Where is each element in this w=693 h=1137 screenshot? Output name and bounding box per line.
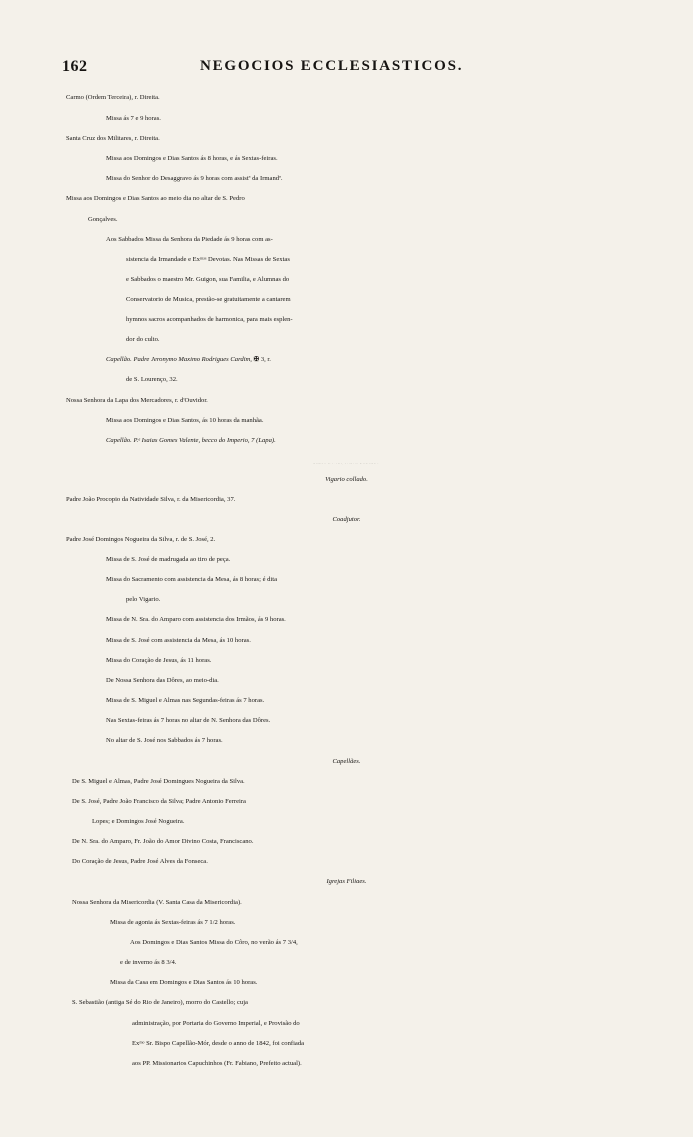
mass-time-line: Missa aos Domingos e Dias Santos ás 8 horas, e ás Sextas-feiras. [106,155,278,162]
chaplain-line [0,350,693,370]
section-subheading: Vigario collado. [325,476,368,483]
mass-time-line: Missa de N. Sra. do Amparo com assistencia dos Irmãos, ás 9 horas. [106,616,286,623]
text-continuation: Exᵐᵒ Sr. Bispo Capellão-Mór, desde o anno de 1842, foi confiada [132,1040,305,1047]
mass-time-line: De Nossa Senhora das Dôres, ao meio-dia. [106,677,219,684]
section-subheading: Capellães. [332,758,361,765]
chaplain-line: Capellão. P.ᵉ Isaias Gomes Valente, becco do Imperio, 7 (Lapa). [106,437,276,444]
text-continuation: Conservatorio de Musica, prestão-se gratuitamente a cantarem [126,296,291,303]
section-subheading: Igrejas Filiaes. [326,878,367,885]
text-continuation: de S. Lourenço, 32. [126,376,178,383]
church-entry-carmo: Carmo (Ordem Terceira), r. Direita. [66,94,160,101]
mass-time-line: Aos Sabbados Missa da Senhora da Piedade ás 9 horas com as- [106,236,273,243]
chaplain-entry: De S. José, Padre João Francisco da Silva; Padre Antonio Ferreira [72,798,246,805]
cross-icon: ✠ [253,356,260,363]
chaplain-text: Capellão. Padre Jeronymo Maximo Rodrigues Cardim, [106,356,252,363]
text-continuation: Gonçalves. [88,216,118,223]
mass-time-line: Missa da Casa em Domingos e Dias Santos ás 10 horas. [110,979,258,986]
text-continuation: aos PP. Missionarios Capuchinhos (Fr. Fabiano, Prefeito actual). [132,1060,302,1067]
clergy-entry: Padre José Domingos Nogueira da Silva, r. de S. José, 2. [66,536,216,543]
text-continuation: Lopes; e Domingos José Nogueira. [92,818,185,825]
text-continuation: administração, por Portaria do Governo Imperial, e Provisão do [132,1020,300,1027]
mass-time-line: Missa de S. Miguel e Almas nas Segundas-feiras ás 7 horas. [106,697,265,704]
chaplain-entry: De S. Miguel e Almas, Padre José Domingues Nogueira da Silva. [72,778,245,785]
text-continuation: hymnos sacros acompanhados de harmonica, para mais esplen- [126,316,293,323]
text-continuation: pelo Vigario. [126,596,161,603]
church-entry-lapa: Nossa Senhora da Lapa dos Mercadores, r. d'Ouvidor. [66,397,208,404]
mass-time-line: Missa do Senhor do Desaggravo ás 9 horas com assistª da Irmandª. [106,175,283,182]
chaplain-entry: De N. Sra. do Amparo, Fr. João do Amor Divino Costa, Franciscano. [72,838,254,845]
mass-time-line: Missa do Coração de Jesus, ás 11 horas. [106,657,212,664]
mass-time-line: Missa ás 7 e 9 horas. [106,115,161,122]
church-entry-santa-cruz: Santa Cruz dos Militares, r. Direita. [66,135,160,142]
church-entry-sebastiao: S. Sebastião (antiga Sé do Rio de Janeiro), morro do Castello; cuja [72,999,248,1006]
text-continuation: dor do culto. [126,336,160,343]
mass-time-line: Nas Sextas-feiras ás 7 horas no altar de N. Senhora das Dôres. [106,717,271,724]
mass-time-line: No altar de S. José nos Sabbados ás 7 horas. [106,737,223,744]
mass-time-line: Aos Domingos e Dias Santos Missa do Côro, no verão ás 7 3/4, [130,939,298,946]
clergy-entry: Padre João Procopio da Natividade Silva, r. da Misericordia, 37. [66,496,236,503]
church-entry-misericordia: Nossa Senhora da Misericordia (V. Santa Casa da Misericordia). [72,899,242,906]
mass-time-line: Missa aos Domingos e Dias Santos, ás 10 horas da manhãa. [106,417,264,424]
mass-time-line: Missa de S. José com assistencia da Mesa, ás 10 horas. [106,637,251,644]
page-header [0,58,693,80]
running-title: NEGOCIOS ECCLESIASTICOS. [200,58,464,74]
chaplain-address: 3, r. [260,356,271,363]
chaplain-entry: Do Coração de Jesus, Padre José Alves da Fonseca. [72,858,208,865]
text-continuation: sistencia da Irmandade e Exᵐᵃˢ Devotas. Nas Missas de Sextas [126,256,290,263]
section-subheading: Coadjutor. [332,516,361,523]
page-number: 162 [62,58,88,75]
mass-time-line: Missa de S. José de madrugada ao tiro de peça. [106,556,231,563]
mass-time-line: Missa aos Domingos e Dias Santos ao meio dia no altar de S. Pedro [66,195,245,202]
mass-time-line: Missa de agonia ás Sextas-feiras ás 7 1/2 horas. [110,919,236,926]
mass-time-line: Missa do Sacramento com assistencia da Mesa, ás 8 horas; é dita [106,576,278,583]
text-continuation: e de inverno ás 8 3/4. [120,959,177,966]
text-continuation: e Sabbados o maestro Mr. Guigon, sua Familia, e Alumnas do [126,276,290,283]
